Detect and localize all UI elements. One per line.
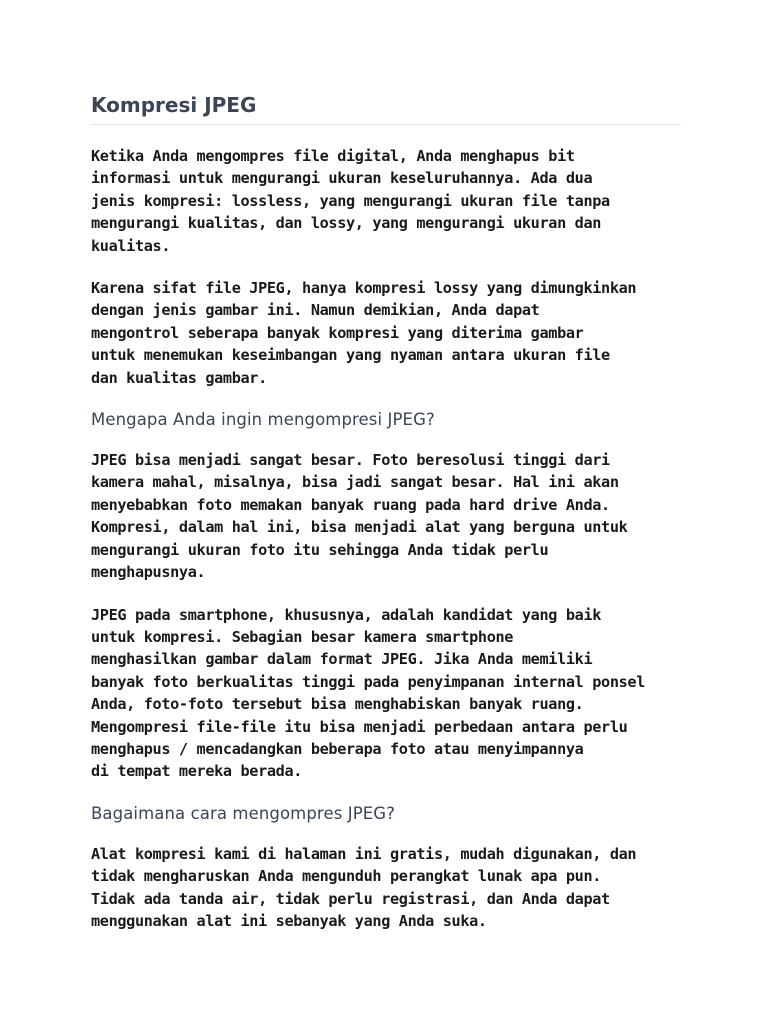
section-why-paragraph-2: JPEG pada smartphone, khususnya, adalah kandidat yang baik untuk kompresi. Sebagian besar kamera smartphone menghasilkan gambar dalam format JPEG. Jika Anda memiliki banyak foto berkualitas tinggi pada penyimpanan internal ponsel Anda, foto-foto tersebut bisa menghabiskan banyak ruang. Mengompresi file-file itu bisa menjadi perbedaan antara perlu menghapus / mencadangkan beberapa foto atau menyimpannya di tempat mereka berada. [91,605,646,781]
intro-paragraph-2: Karena sifat file JPEG, hanya kompresi lossy yang dimungkinkan dengan jenis gambar ini. Namun demikian, Anda dapat mengontrol seberapa banyak kompresi yang diterima gambar untuk menemukan keseimbangan yang nyaman antara ukuran file dan kualitas gambar. [91,279,637,387]
page-title: Kompresi JPEG [91,92,681,125]
intro-paragraph-1: Ketika Anda mengompres file digital, Anda menghapus bit informasi untuk mengurangi ukuran keseluruhannya. Ada dua jenis kompresi: lossless, yang mengurangi ukuran file tanpa mengurangi kualitas, dan lossy, yang mengurangi ukuran dan kualitas. [91,147,610,255]
section-heading-why: Mengapa Anda ingin mengompresi JPEG? [91,410,435,430]
section-how-paragraph-1: Alat kompresi kami di halaman ini gratis, mudah digunakan, dan tidak mengharuskan Anda mengunduh perangkat lunak apa pun. Tidak ada tanda air, tidak perlu registrasi, dan Anda dapat menggunakan alat ini sebanyak yang Anda suka. [91,844,637,930]
document-page [91,92,681,952]
section-heading-how: Bagaimana cara mengompres JPEG? [91,803,396,823]
section-why-paragraph-1: JPEG bisa menjadi sangat besar. Foto beresolusi tinggi dari kamera mahal, misalnya, bisa jadi sangat besar. Hal ini akan menyebabkan foto memakan banyak ruang pada hard drive Anda. Kompresi, dalam hal ini, bisa menjadi alat yang berguna untuk mengurangi ukuran foto itu sehingga Anda tidak perlu menghapusnya. [91,451,628,582]
